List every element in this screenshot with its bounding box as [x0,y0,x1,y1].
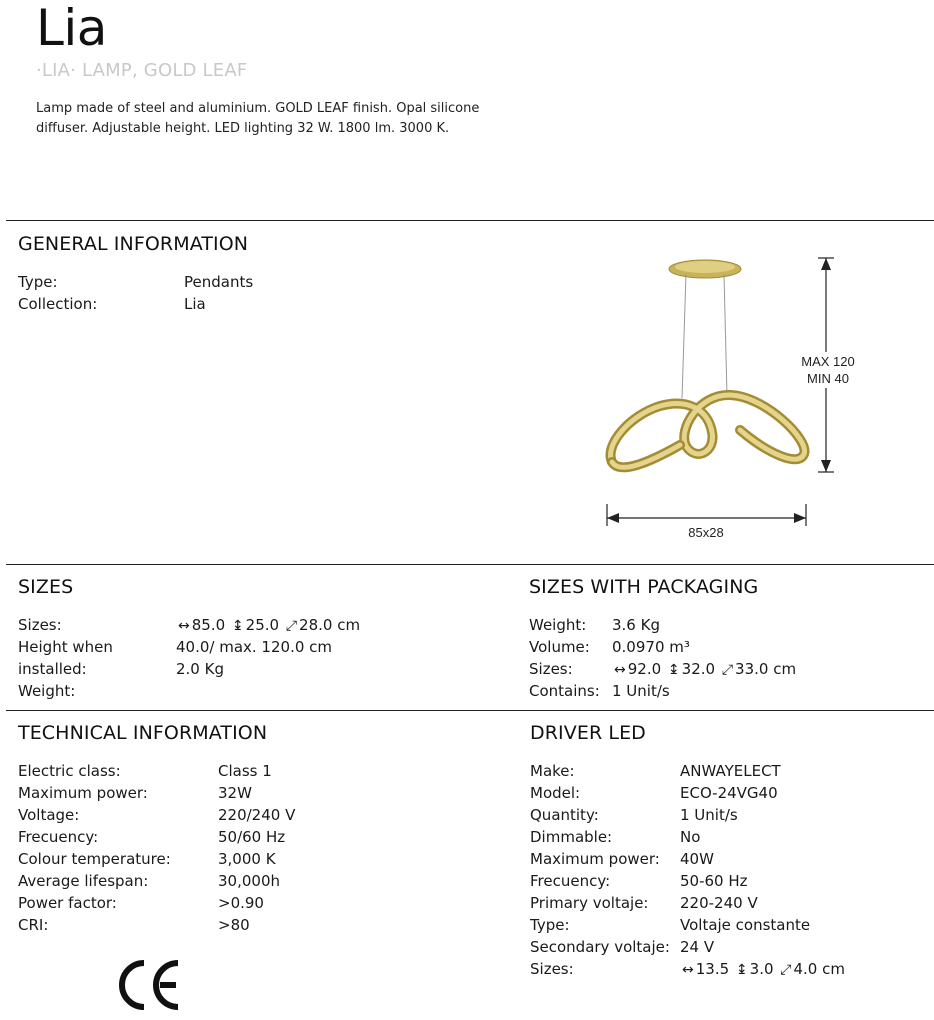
height-min-label: MIN 40 [807,371,849,386]
technical-row-label: Frecuency: [18,828,99,846]
pack-volume-label: Volume: [529,638,590,656]
packaging-heading: SIZES WITH PACKAGING [529,576,759,598]
technical-row-label: Electric class: [18,762,121,780]
width-arrow-icon: ↔ [178,618,190,634]
height-arrow-icon: ↨ [735,962,748,978]
product-subtitle: ·LIA· LAMP, GOLD LEAF [36,60,248,81]
suspension-cable [724,274,727,396]
pack-sizes-value: ↔ 92.0 ↨ 32.0 ⤢ 33.0 cm [612,658,796,681]
technical-row-value: 32W [218,784,252,802]
driver-sizes-label: Sizes: [530,960,574,978]
pack-contains-label: Contains: [529,682,600,700]
arrow-down-icon [821,460,831,472]
technical-heading: TECHNICAL INFORMATION [18,722,268,744]
arrow-up-icon [821,258,831,270]
driver-row-label: Quantity: [530,806,599,824]
suspension-cable [682,274,686,398]
technical-row-label: CRI: [18,916,49,934]
width-arrow-icon: ↔ [614,662,626,678]
sizes-heading: SIZES [18,576,74,598]
technical-row-value: Class 1 [218,762,272,780]
technical-row-label: Power factor: [18,894,117,912]
technical-row-value: 220/240 V [218,806,296,824]
sizes-value: ↔ 85.0 ↨ 25.0 ⤢ 28.0 cm [176,614,360,637]
depth-arrow-icon: ⤢ [285,618,298,634]
technical-row-value: >80 [218,916,250,934]
height-label-cont: installed: [18,660,87,678]
depth-arrow-icon: ⤢ [721,662,734,678]
driver-row-label: Secondary voltaje: [530,938,670,956]
driver-heading: DRIVER LED [530,722,646,744]
driver-row-label: Primary voltaje: [530,894,649,912]
pack-volume-value: 0.0970 m³ [612,638,690,656]
height-arrow-icon: ↨ [231,618,244,634]
lamp-ring [611,395,805,467]
driver-row-value: No [680,828,701,846]
technical-row-value: >0.90 [218,894,264,912]
divider [6,710,934,711]
width-arrow-icon: ↔ [682,962,694,978]
product-title: Lia [36,0,107,57]
arrow-right-icon [794,513,806,523]
driver-row-label: Model: [530,784,581,802]
collection-value: Lia [184,295,206,313]
driver-row-value: ANWAYELECT [680,762,781,780]
driver-row-value: 40W [680,850,714,868]
pack-contains-value: 1 Unit/s [612,682,670,700]
divider [6,220,934,221]
arrow-left-icon [607,513,619,523]
sizes-label: Sizes: [18,616,62,634]
driver-row-value: 50-60 Hz [680,872,748,890]
weight-label: Weight: [18,682,76,700]
technical-row-label: Voltage: [18,806,80,824]
depth-arrow-icon: ⤢ [780,962,792,978]
height-max-label: MAX 120 [801,354,855,369]
technical-row-label: Colour temperature: [18,850,171,868]
driver-row-label: Type: [530,916,570,934]
height-label: Height when [18,638,113,656]
lamp-dimension-diagram [590,240,870,550]
driver-row-value: ECO-24VG40 [680,784,778,802]
technical-row-value: 30,000h [218,872,280,890]
driver-row-label: Frecuency: [530,872,611,890]
divider [6,564,934,565]
technical-row-label: Maximum power: [18,784,148,802]
driver-row-value: Voltaje constante [680,916,811,934]
driver-row-value: 220-240 V [680,894,758,912]
height-value: 40.0/ max. 120.0 cm [176,638,333,656]
driver-row-label: Make: [530,762,575,780]
collection-label: Collection: [18,295,98,313]
general-heading: GENERAL INFORMATION [18,233,249,255]
pack-weight-label: Weight: [529,616,587,634]
weight-value: 2.0 Kg [176,660,224,678]
driver-row-label: Dimmable: [530,828,613,846]
driver-sizes-value: ↔ 13.5 ↨ 3.0 ⤢ 4.0 cm [680,958,845,981]
canopy-highlight [675,261,735,273]
width-label: 85x28 [688,525,724,540]
technical-row-value: 50/60 Hz [218,828,286,846]
technical-row-value: 3,000 K [218,850,276,868]
height-arrow-icon: ↨ [667,662,680,678]
product-description: Lamp made of steel and aluminium. GOLD LEAF finish. Opal silicone diffuser. Adjustable height. LED lighting 32 W. 1800 lm. 3000 K. [36,101,480,136]
driver-row-label: Maximum power: [530,850,660,868]
type-value: Pendants [184,273,254,291]
ce-mark-icon [116,957,184,1013]
type-label: Type: [18,273,58,291]
technical-row-label: Average lifespan: [18,872,149,890]
pack-sizes-label: Sizes: [529,660,573,678]
driver-row-value: 1 Unit/s [680,806,738,824]
pack-weight-value: 3.6 Kg [612,616,660,634]
driver-row-value: 24 V [680,938,715,956]
